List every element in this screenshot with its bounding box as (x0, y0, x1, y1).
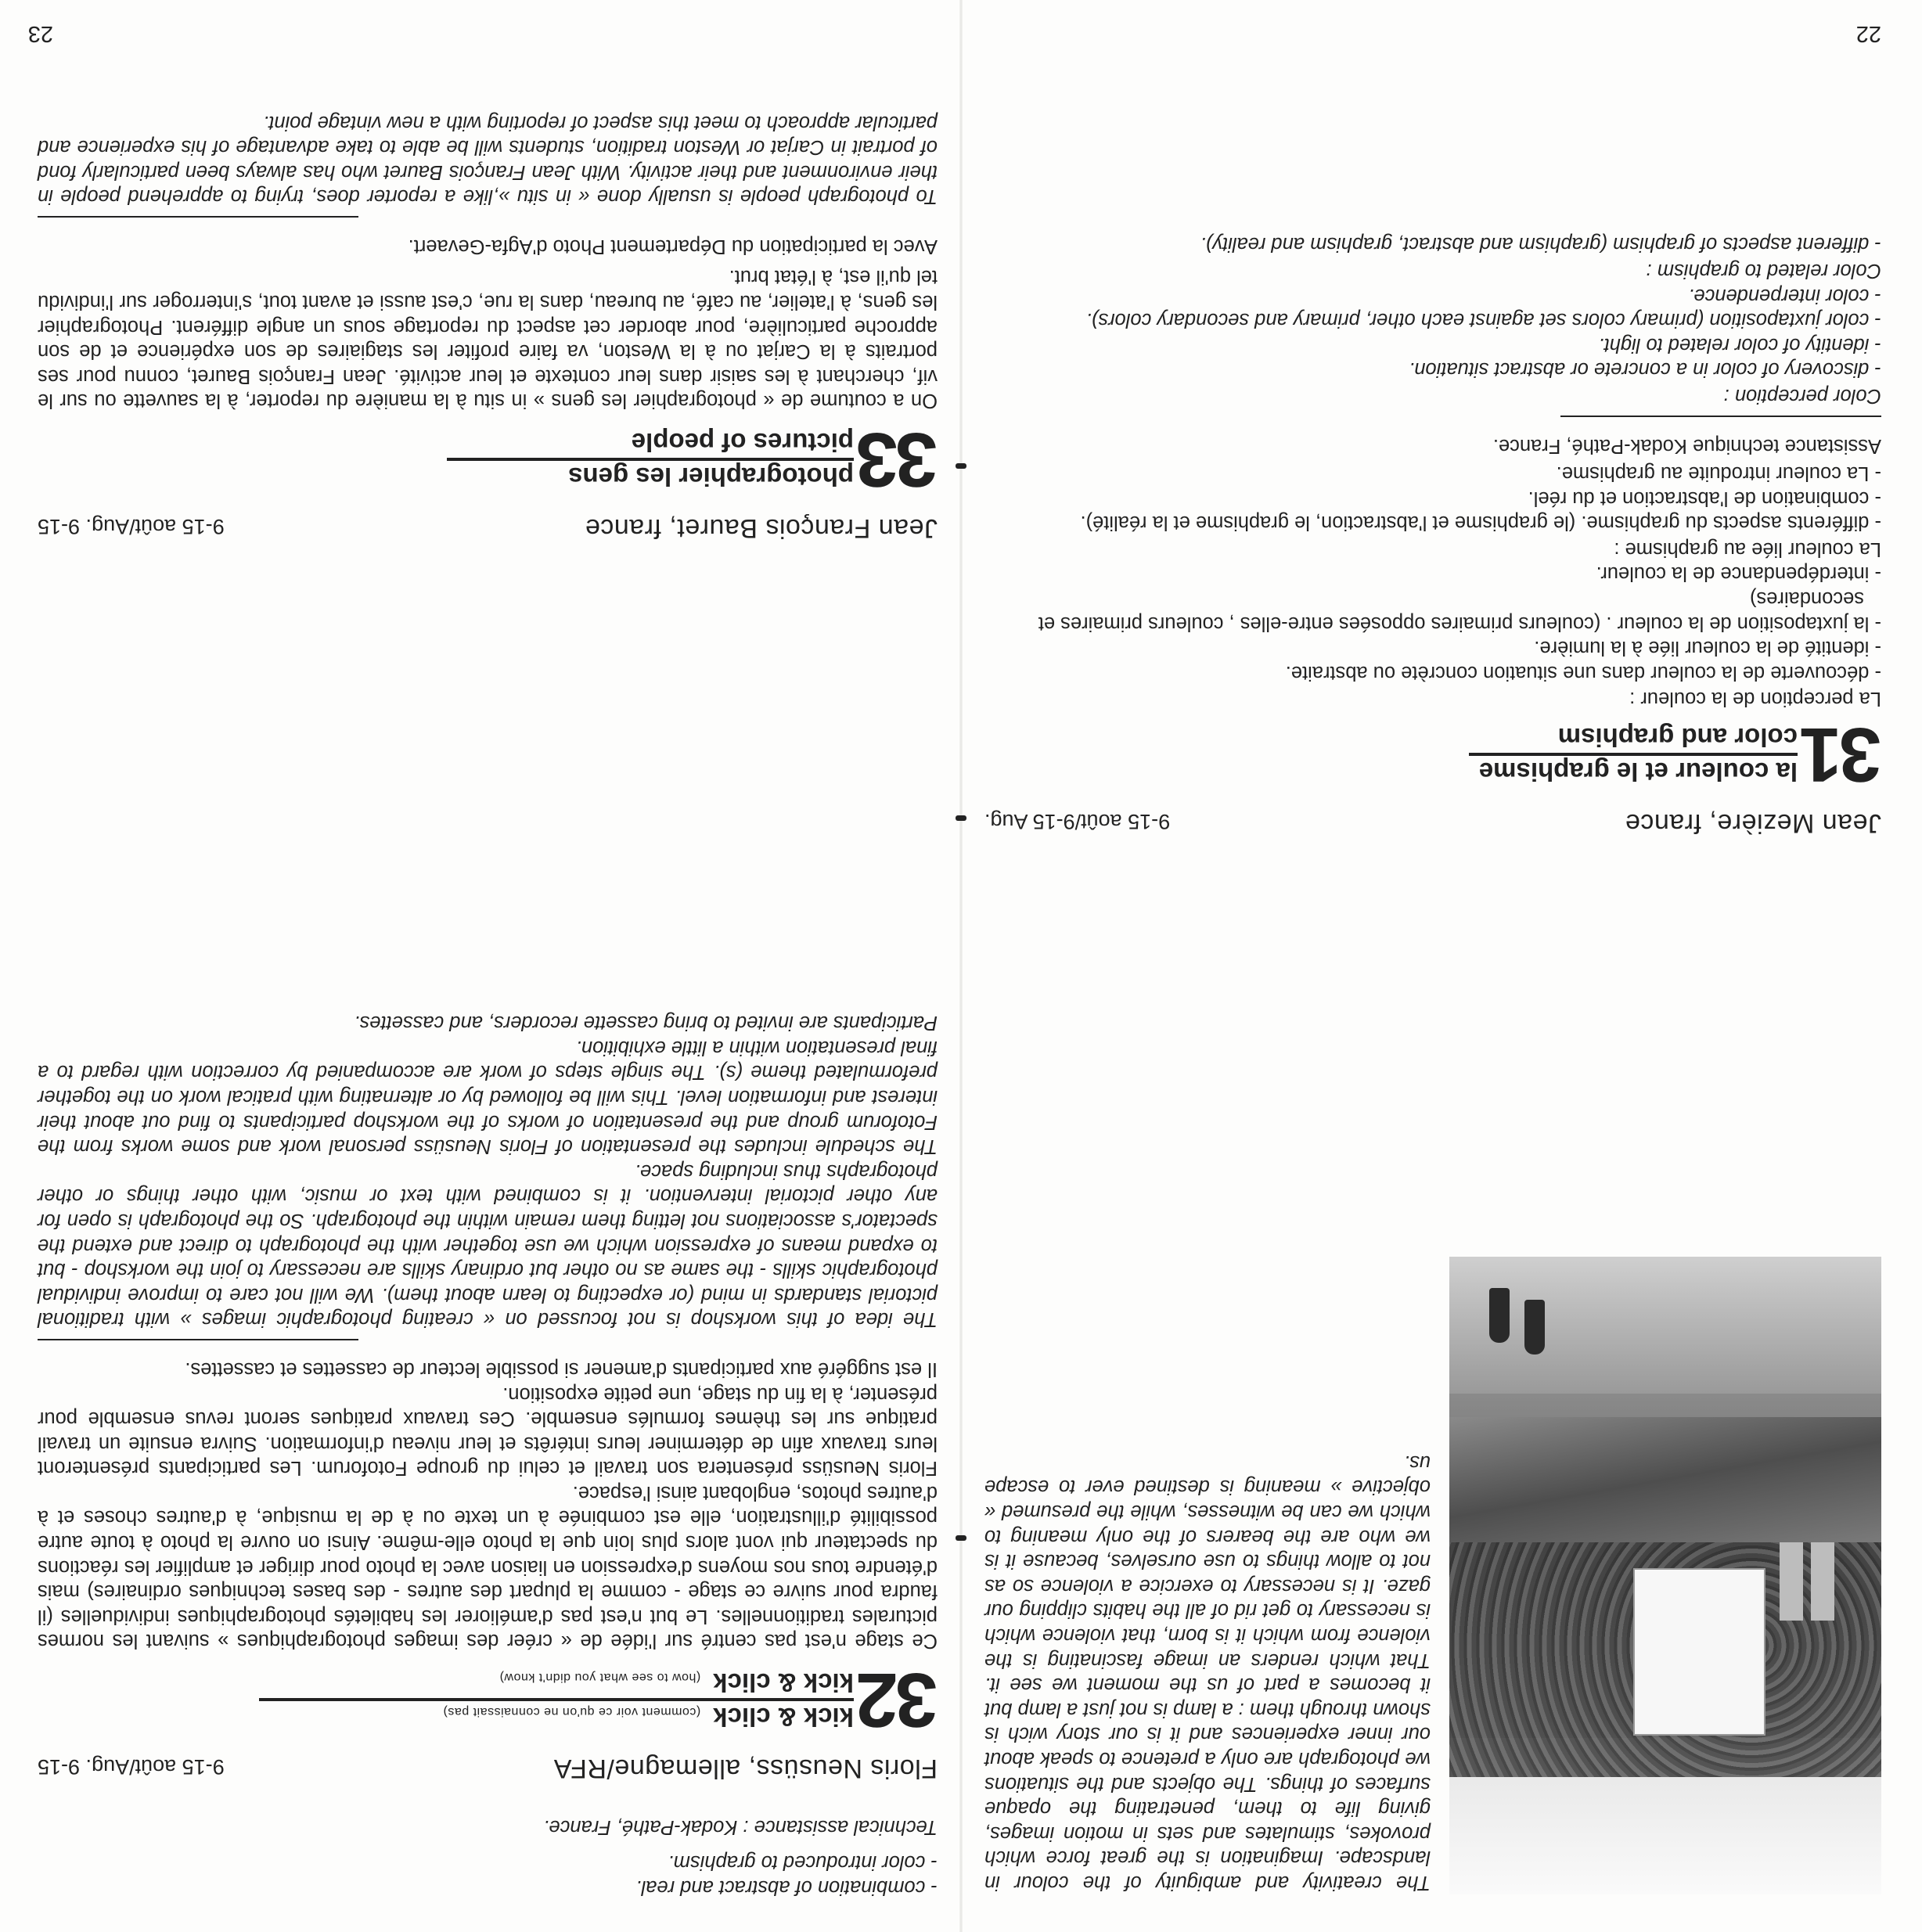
divider (1560, 416, 1881, 417)
title-en-text-32: kick & click (713, 1668, 854, 1698)
title-fr-31: la couleur et le graphisme (1469, 753, 1798, 786)
title-fr-text-32: kick & click (713, 1703, 854, 1732)
intro-en: The creativity and ambiguity of the colour in landscape. Imagination is the great force which provokes, stimulates and sets in motion images, giving life to them, penetrating the opaque surfaces of things. The objects and the situations we photograph are only a pretence to speak about our inner experiences and it is our story wich is shown through them : a lamp is not just a lamp but it becomes a part of us the moment we see it. That which renders an image fascinating is the violence from which it is born, that violence which is necessary to get rid of all the habits clipping our gaze. It is necessary to exercice a violence so as not to allow things to use ourselves, because it is we who are the bearers of the only meaning to which we can be witnesses, while the presumed « objective » meaning is destined ever to escape us. (984, 1451, 1431, 1894)
workshop-31 (984, 232, 1881, 838)
en-list-cont-31 (38, 1850, 938, 1899)
author-33: Jean François Bauret, france (585, 513, 938, 543)
fr-intro2-31: La couleur liée au graphisme : (1614, 538, 1881, 560)
list-item: - La couleur introduite au graphisme. (1556, 462, 1881, 485)
byline-32 (38, 1753, 938, 1783)
heading-32 (38, 1657, 938, 1743)
list-item: - différents aspects du graphisme. (le graphisme et l'abstraction, le graphisme et la réalité). (1080, 512, 1881, 534)
dates-31: 9-15 août/9-15 Aug. (984, 810, 1171, 833)
floor-area (1449, 1257, 1881, 1394)
fr-list2-31 (984, 461, 1881, 535)
projection-screen (1635, 1570, 1764, 1734)
list-item: - interdépendance de la couleur. (1596, 563, 1881, 585)
title-fr-32 (259, 1698, 854, 1732)
workshop-number-33: 33 (858, 417, 938, 503)
divider (38, 1339, 358, 1340)
title-en-32 (259, 1667, 854, 1698)
list-item: - color introduced to graphism. (668, 1851, 938, 1874)
heading-33 (38, 417, 938, 503)
title-en-31: color and graphism (1557, 723, 1798, 753)
workshop-31-continued (38, 1814, 938, 1901)
en-p2-32: The schedule includes the presentation of Floris Neusüss personal work and some works from the Fotoforum group and the presentation of works of the workshop participants to find out about their interest and information level. This will be followed by or alternating with pratical work on the together preformulated theme (s). The single steps of work are accompanied by correction with regard to a final presentation within a little exhibition. (38, 1036, 938, 1158)
person-figure (1489, 1288, 1510, 1343)
dates-32: 9-15 août/Aug. 9-15 (38, 1755, 225, 1779)
author-32: Floris Neusüss, allemagne/RFA (553, 1754, 938, 1783)
en-p1-32: The idea of this workshop is not focussed on « creating photographic images » with traditional pictorial standards in mind (or expecting to learn about them). We will not care to improve individual photographic skills - the same as no other but ordinary skills are necessary to join the workshop - but to expand means of expression which we use together with the photograph to direct and extend the spectator's associations not letting them remain within the photograph. So the photograph is open for any other pictorial intervention. it is combined with text or music, with other things or other photographs thus including space. (38, 1160, 938, 1331)
titles-32 (259, 1667, 854, 1732)
en-section-32 (38, 1010, 938, 1332)
outdoor-projection-photo (1449, 1257, 1881, 1894)
titles-31 (1469, 721, 1798, 787)
en-list2-31 (984, 232, 1881, 257)
en-section-31 (984, 232, 1881, 408)
heading-31 (984, 712, 1881, 798)
list-item: - different aspects of graphism (graphism and abstract, graphism and reality). (1200, 233, 1881, 256)
workshop-number-32: 32 (858, 1657, 938, 1743)
workshop-32 (38, 1010, 938, 1783)
en-list1-31 (984, 282, 1881, 381)
list-item: - color juxtaposition (primary colors set against each other, primary and secondary colors). (1085, 309, 1881, 332)
fr-section-31 (984, 433, 1881, 711)
fr-section-32 (38, 1356, 938, 1653)
list-item: - color interpendence. (1688, 284, 1881, 307)
en-section-33 (38, 110, 938, 208)
en-p3-32: Participants are invited to bring cassette recorders, and cassettes. (354, 1012, 938, 1034)
fr-p3-32: Il est suggéré aux participants d'amener si possible lecteur de cassettes et cassettes. (185, 1358, 938, 1380)
page-number-left: 22 (1855, 21, 1881, 46)
byline-31 (984, 808, 1881, 838)
list-item: - combination of abstract and real. (635, 1876, 938, 1898)
fr-p1-33: On a coutume de « photographier les gens » in situ à la manière du reporter, à la sauvette ou sur le vif, cherchant à les saisir dans leur contexte et leur activité. Jean François Bauret, connu pour ses portraits à la Carjat ou à la Weston, va faire profiter les stagiaires de son expérience et de son approche particulière, pour aborder cet aspect du reportage sous un angle différent. Photographier les gens, à l'atelier, au café, au bureau, dans la rue, c'est aussi et avant tout, s'interroger sur l'individu tel qu'il est, à l'état brut. (38, 266, 938, 412)
list-item: - identité de la couleur liée à la lumière. (1534, 637, 1881, 660)
title-fr-33: photographier les gens (447, 458, 854, 491)
fr-assist-31: Assistance technique Kodak-Pathé, France. (1492, 434, 1881, 457)
workshop-33 (38, 110, 938, 543)
fr-p2-33: Avec la participation du Département Photo d'Agfa-Gevaert. (408, 235, 938, 257)
dates-33: 9-15 août/Aug. 9-15 (38, 515, 225, 538)
fr-p2-32: Floris Neusüss présentera son travail et celui du groupe Fotoforum. Les participants présenteront leurs travaux afin de déterminer leurs intérêts et leur niveau d'information. Suivra ensuite un travail pratique sur les thèmes formulés ensemble. Ces travaux pratiques seront revus ensemble pour présenter, à la fin du stage, une petite exposition. (38, 1383, 938, 1480)
en-p1-33: To photograph people is usually done « in situ »,like a reporter does, trying to apprehend people in their environment and their activity. With Jean François Bauret who has always been particularly fond of portrait in Carjat or Weston tradition, students will be able to take advantage of his experience and particular approach to meet this aspect of reporting with a new vintage point. (38, 111, 938, 208)
list-item: - la juxtaposition de la couleur . (couleurs primaires opposées entre-elles , couleurs primaires et secondaires) (1038, 588, 1881, 635)
subtitle-fr-32: (comment voir ce qu'on ne connaissait pas) (443, 1705, 701, 1718)
divider (38, 216, 358, 218)
en-intro2-31: Color related to graphism : (1646, 259, 1881, 282)
author-31: Jean Mezière, france (1625, 808, 1881, 838)
ceiling-beams (1449, 1417, 1881, 1542)
en-intro-31: Color perception : (1723, 384, 1881, 407)
titles-33 (447, 426, 854, 492)
fr-intro-31: La perception de la couleur : (1629, 688, 1881, 711)
left-text-intro (984, 1449, 1431, 1894)
byline-33 (38, 513, 938, 543)
subtitle-en-32: (how to see what you didn't know) (499, 1671, 701, 1685)
fr-list1-31 (984, 561, 1881, 685)
fr-section-33 (38, 233, 938, 412)
list-item: - discovery of color in a concrete or abstract situation. (1409, 358, 1881, 381)
list-item: - découverte de la couleur dans une situation concrète ou abstraite. (1285, 661, 1881, 684)
page-number-right: 23 (27, 21, 53, 46)
fr-p1-32: Ce stage n'est pas centré sur l'idée de « créer des images photographiques » suivant les normes picturales traditionnelles. Le but n'est pas d'améliorer les habiletés photographiques individuelles (il faudra pour suivre ce stage - comme la plupart des autres - des bases techniques ordinaires) mais d'étendre tous nos moyens d'expression en liaison avec la photo pour diriger et amplifier les réactions du spectateur qui vont alors plus loin que la photo elle-même. Ainsi on ouvre la photo à toute autre possibilité d'illustration, elle est combinée à un texte ou à de la musique, à d'autres choses et à d'autres photos, englobant ainsi l'espace. (38, 1481, 938, 1653)
en-assist-31: Technical assistance : Kodak-Pathé, France. (543, 1815, 938, 1838)
workshop-number-31: 31 (1801, 712, 1881, 798)
person-figure (1524, 1300, 1545, 1355)
title-en-33: pictures of people (631, 428, 854, 458)
list-item: - combination de l'abstraction et du réel. (1528, 487, 1881, 509)
page-22 (961, 0, 1922, 1932)
list-item: - identity of color related to light. (1598, 333, 1881, 356)
